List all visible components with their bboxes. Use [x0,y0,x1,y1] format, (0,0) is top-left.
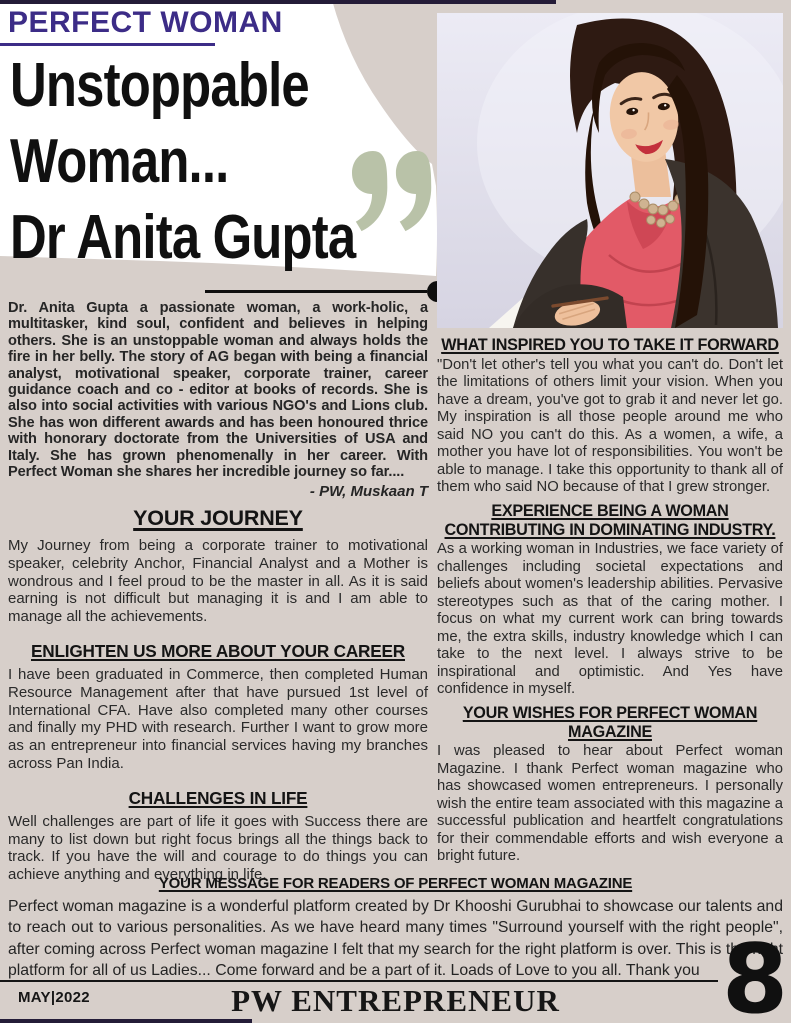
article-title-line2: Woman... [10,127,229,196]
top-accent-strip [0,0,556,4]
footer-magazine-name: PW ENTREPRENEUR [231,983,560,1018]
heading-line: YOUR WISHES FOR PERFECT WOMAN [462,703,758,722]
section-heading: CHALLENGES IN LIFE [128,787,308,808]
section-body: I was pleased to hear about Perfect woman Magazine. I thank Perfect woman magazine who has showcased women entrepreneurs. I personally wish the entire team associated with this magazine a successful publication and heartfelt congratulations for their commendable efforts and wish everyone a bright future. [437,743,783,865]
section-heading: YOUR MESSAGE FOR READERS OF PERFECT WOMAN MAGAZINE [158,875,633,892]
article-title-line1: Unstoppable [10,51,309,120]
heading-line: WHAT INSPIRED YOU TO TAKE IT FORWARD [441,336,779,354]
section-heading [437,502,783,540]
footer-rule [0,980,718,982]
left-column [8,506,428,889]
bottom-accent-strip [0,1019,252,1023]
quote-ornament-icon [352,150,436,236]
title-rule [205,290,427,293]
heading-line: EXPERIENCE BEING A WOMAN [491,501,729,520]
section-body: I have been graduated in Commerce, then completed Human Resource Management after that have pursued 1st level of International CFA. Have also completed many other courses and finally my PHD with research. Further I want to grow more as an entrepreneur into financial services having my branches across Pan India. [8,665,428,772]
section-body: Perfect woman magazine is a wonderful platform created by Dr Khooshi Gurubhai to showcase our talents and to reach out to various personalities. As we have heard many times "Surround yourself with the right people", after coming across Perfect woman magazine I felt that my search for the right platform is over. This is the right platform for all of us Ladies... Come forward and be a part of it. Loads of Love to you all. Thank you [8,898,783,980]
section-inspiration [437,336,783,497]
section-body: As a working woman in Industries, we face variety of challenges including societal expectations and beliefs about women's leadership abilities. Pervasive stereotypes such as that of the caring mother. I focus on what my current work can bring towards me, the extra skills, industry knowledge which I can take to the next level. I always strive to be inspirational and optimistic. And Yes have confidence in myself. [437,541,783,698]
section-body: Well challenges are part of life it goes with Success there are many to list down but right focus brings all the things back to track. If you have the will and courage to do things you can achieve anything and everything in life. [8,812,428,884]
right-column [437,336,783,871]
page-number: 8 [722,925,787,1023]
section-heading: ENLIGHTEN US MORE ABOUT YOUR CAREER [30,640,405,661]
heading-line: MAGAZINE [568,722,652,741]
section-career [8,641,428,773]
section-your-journey [8,506,428,626]
section-experience [437,502,783,699]
section-wishes [437,704,783,866]
portrait-photo-dr-anita-gupta [437,13,783,328]
article-title-line3: Dr Anita Gupta [10,203,356,272]
section-heading [437,704,783,742]
section-message-to-readers [8,875,783,982]
brand-underline [0,43,215,46]
section-heading: YOUR JOURNEY [133,506,303,530]
intro-block [8,300,428,500]
section-heading [437,336,783,355]
issue-date: MAY|2022 [18,989,90,1006]
intro-paragraph: Dr. Anita Gupta a passionate woman, a work-holic, a multitasker, kind soul, confident and believes in helping others. She is an unstoppable woman and always holds the fire in her belly. The story of AG began with being a financial analyst, motivational speaker, corporate trainer, career guidance coach and co - editor at books of records. She is also into social activities with various NGO's and Lions club. She has won different awards and has been honoured thrice with honorary doctorate from the Universities of USA and Italy. She has grown phenomenally in her career. With Perfect Woman she shares her incredible journey so far.... [8,300,428,481]
section-challenges [8,788,428,884]
heading-line: CONTRIBUTING IN DOMINATING INDUSTRY. [444,520,776,539]
section-body: "Don't let other's tell you what you can't do. Don't let the limitations of others limit your vision. When you have a dream, you've got to grab it and never let go. My inspiration is all those people around me who said NO you can't do this. As a women, a wife, a mother you have lot of responsibilities. You won't be able to manage. I take this opportunity to thank all of them who said NO because of that I grew stronger. [437,356,783,496]
magazine-brand: PERFECT WOMAN [8,6,283,39]
section-body: My Journey from being a corporate trainer to motivational speaker, celebrity Anchor, Financial Analyst and a Mother is wondrous and I feel proud to be the master in all. As it is said earning is not difficult but managing it is and I am able to manage all the achievements. [8,537,428,626]
byline: - PW, Muskaan T [309,483,428,501]
